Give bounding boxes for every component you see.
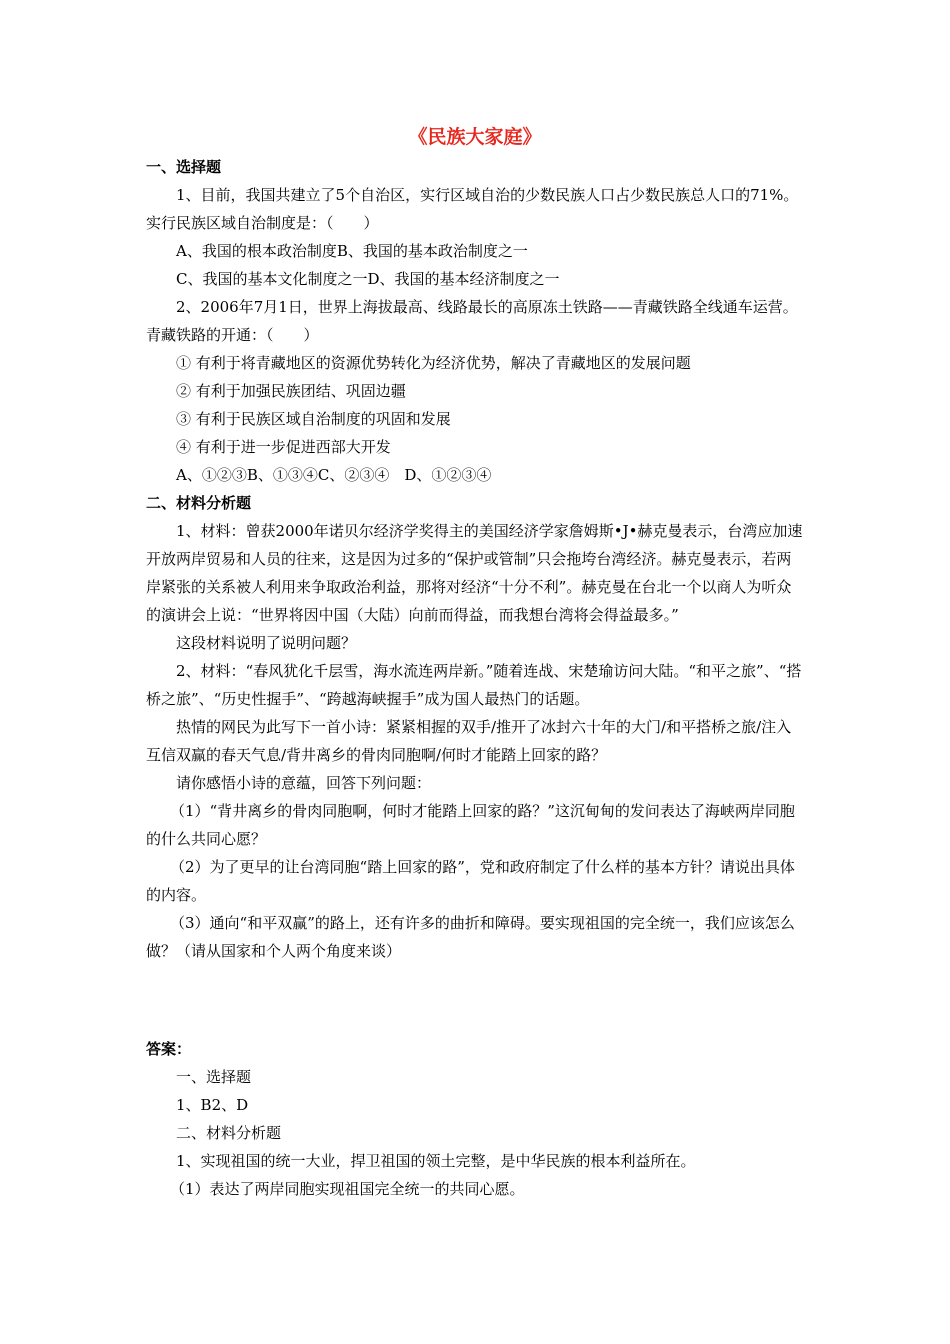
material-1-question: 这段材料说明了说明问题？ [176,634,357,652]
answers-body [146,1035,806,1203]
material-2: 2、材料：“春风犹化千层雪，海水流连两岸新。”随着连战、宋楚瑜访问大陆。“和平之旅”、“搭桥之旅”、“历史性握手”、“跨越海峡握手”成为国人最热门的话题。 [146,662,802,708]
answers-analysis-sub-1: （1）表达了两岸同胞实现祖国完全统一的共同心愿。 [170,1180,525,1198]
answers-analysis-1: 1、实现祖国的统一大业，捍卫祖国的领土完整，是中华民族的根本利益所在。 [176,1152,696,1170]
material-1: 1、材料：曾获2000年诺贝尔经济学奖得主的美国经济学家詹姆斯•J•赫克曼表示，台湾应加速开放两岸贸易和人员的往来，这是因为过多的“保护或管制”只会拖垮台湾经济。赫克曼表示，若两岸紧张的关系被人利用来争取政治利益，那将对经济“十分不利”。赫克曼在台北一个以商人为听众的演讲会上说：“世界将因中国（大陆）向前而得益，而我想台湾将会得益最多。” [146,522,803,624]
question-2-item-4: ④ 有利于进一步促进西部大开发 [176,438,391,456]
section-heading-analysis: 二、材料分析题 [146,494,252,512]
questions-body [146,153,806,965]
question-2-stem: 2、2006年7月1日，世界上海拔最高、线路最长的高原冻土铁路——青藏铁路全线通车运营。青藏铁路的开通：（ ） [146,298,798,344]
material-2-prompt: 请你感悟小诗的意蕴，回答下列问题： [176,774,432,792]
answers-heading: 答案： [146,1040,192,1058]
sub-question-1: （1）“背井离乡的骨肉同胞啊，何时才能踏上回家的路？”这沉甸甸的发问表达了海峡两岸同胞的什么共同心愿？ [146,802,795,848]
answers-section-1: 一、选择题 [176,1068,252,1086]
answers-section-2: 二、材料分析题 [176,1124,282,1142]
question-1-stem: 1、目前，我国共建立了5个自治区，实行区域自治的少数民族人口占少数民族总人口的71%。实行民族区域自治制度是：（ ） [146,186,799,232]
material-2-poem: 热情的网民为此写下一首小诗：紧紧相握的双手/推开了冰封六十年的大门/和平搭桥之旅/注入互信双赢的春天气息/背井离乡的骨肉同胞啊/何时才能踏上回家的路？ [146,718,792,764]
sub-question-2: （2）为了更早的让台湾同胞“踏上回家的路”，党和政府制定了什么样的基本方针？请说出具体的内容。 [146,858,795,904]
question-2-options: A、①②③B、①③④C、②③④ D、①②③④ [176,466,492,484]
document-title: 《民族大家庭》 [408,126,542,148]
answers-choice: 1、B2、D [176,1096,249,1114]
question-2-item-1: ① 有利于将青藏地区的资源优势转化为经济优势，解决了青藏地区的发展问题 [176,354,691,372]
question-1-options-ab: A、我国的根本政治制度B、我国的基本政治制度之一 [176,242,528,260]
sub-question-3: （3）通向“和平双赢”的路上，还有许多的曲折和障碍。要实现祖国的完全统一，我们应该怎么做？（请从国家和个人两个角度来谈） [146,914,795,960]
section-heading-choice: 一、选择题 [146,158,222,176]
question-2-item-2: ② 有利于加强民族团结、巩固边疆 [176,382,406,400]
question-1-options-cd: C、我国的基本文化制度之一D、我国的基本经济制度之一 [176,270,560,288]
question-2-item-3: ③ 有利于民族区域自治制度的巩固和发展 [176,410,451,428]
